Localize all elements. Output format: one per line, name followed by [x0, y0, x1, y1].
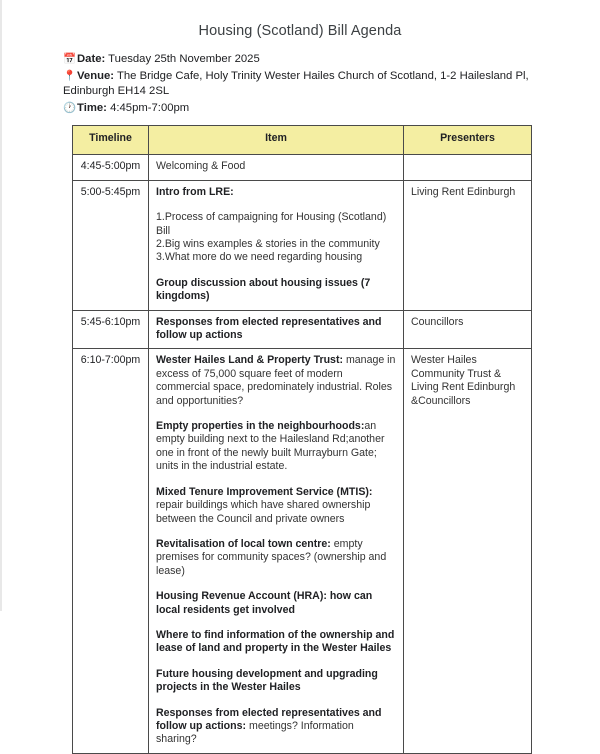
meta-value-time: 4:45pm-7:00pm	[106, 101, 190, 114]
item-numbered-list	[156, 211, 396, 265]
item-block: Where to find information of the ownership and lease of land and property in the Wester Hailes	[156, 628, 395, 655]
page-title: Housing (Scotland) Bill Agenda	[198, 23, 402, 39]
item-block-bold: Mixed Tenure Improvement Service (MTIS):	[156, 485, 373, 498]
cell-timeline: 5:00-5:45pm	[73, 180, 149, 310]
cell-timeline: 5:45-6:10pm	[73, 310, 149, 349]
item-block	[156, 354, 396, 408]
item-block	[156, 486, 396, 526]
item-block-text: an empty building next to the Hailesland Rd;another one in front of the newly built Murrayburn Gate; units in the industrial estate.	[156, 420, 385, 473]
agenda-table-wrapper	[0, 125, 600, 753]
item-block-text: empty premises for community spaces? (ownership and lease)	[156, 537, 387, 577]
location-pin-icon: 📍	[63, 69, 77, 82]
agenda-table-head	[73, 126, 532, 155]
cell-presenters	[404, 155, 532, 180]
item-block-bold: Empty properties in the neighbourhoods:	[156, 420, 365, 433]
meta-value-venue: The Bridge Cafe, Holy Trinity Wester Hailes Church of Scotland, 1-2 Hailesland Pl, Edinburgh EH14 2SL	[63, 69, 529, 98]
cell-item	[149, 310, 404, 349]
meta-block	[0, 52, 600, 116]
cell-timeline: 4:45-5:00pm	[73, 155, 149, 180]
meta-label-time: Time:	[77, 101, 107, 114]
item-block-text: meetings? Information sharing?	[156, 719, 354, 746]
table-row	[73, 349, 532, 753]
cell-presenters: Living Rent Edinburgh	[404, 180, 532, 310]
item-block: Responses from elected representatives and follow up actions	[156, 315, 382, 342]
agenda-table	[72, 125, 532, 753]
column-header-item: Item	[149, 126, 404, 155]
cell-item	[149, 180, 404, 310]
meta-label-date: Date:	[77, 53, 106, 65]
clock-icon: 🕐	[63, 101, 77, 114]
meta-value-date: Tuesday 25th November 2025	[105, 53, 260, 65]
item-block-bold: Revitalisation of local town centre:	[156, 537, 331, 550]
item-block: Group discussion about housing issues (7 kingdoms)	[156, 276, 371, 303]
item-block	[156, 420, 396, 474]
list-item: 2.Big wins examples & stories in the community	[156, 238, 380, 250]
item-block-text: repair buildings which have shared ownership between the Council and private owners	[156, 499, 371, 525]
item-block: Housing Revenue Account (HRA): how can local residents get involved	[156, 590, 373, 616]
item-block: Future housing development and upgrading projects in the Wester Hailes	[156, 667, 378, 694]
cell-item	[149, 155, 404, 180]
meta-label-venue: Venue:	[77, 69, 115, 82]
item-block-bold: Responses from elected representatives and follow up actions:	[156, 706, 382, 732]
meta-line-date	[63, 52, 538, 68]
item-block: Welcoming & Food	[156, 160, 246, 173]
meta-line-time	[63, 101, 538, 117]
item-block-text: manage in excess of 75,000 square feet of modern commercial space, predominately industrial. Roles and opportunities?	[156, 354, 396, 407]
item-block	[156, 538, 396, 578]
item-block	[156, 211, 396, 265]
item-block-bold: Wester Hailes Land & Property Trust:	[156, 354, 344, 367]
item-block: Intro from LRE:	[156, 185, 234, 198]
calendar-icon: 📅	[63, 53, 77, 65]
column-header-timeline: Timeline	[73, 126, 149, 155]
cell-timeline: 6:10-7:00pm	[73, 349, 149, 753]
column-header-presenters: Presenters	[404, 126, 532, 155]
item-block	[156, 707, 396, 747]
meta-line-venue	[63, 69, 538, 100]
agenda-table-body	[73, 155, 532, 753]
list-item: 1.Process of campaigning for Housing (Scotland) Bill	[156, 211, 387, 237]
table-row	[73, 155, 532, 180]
cell-presenters: Wester Hailes Community Trust & Living Rent Edinburgh &Councillors	[404, 349, 532, 753]
list-item: 3.What more do we need regarding housing	[156, 251, 363, 264]
cell-presenters: Councillors	[404, 310, 532, 349]
table-row	[73, 180, 532, 310]
table-header-row	[73, 126, 532, 155]
cell-item	[149, 349, 404, 753]
table-row	[73, 310, 532, 349]
